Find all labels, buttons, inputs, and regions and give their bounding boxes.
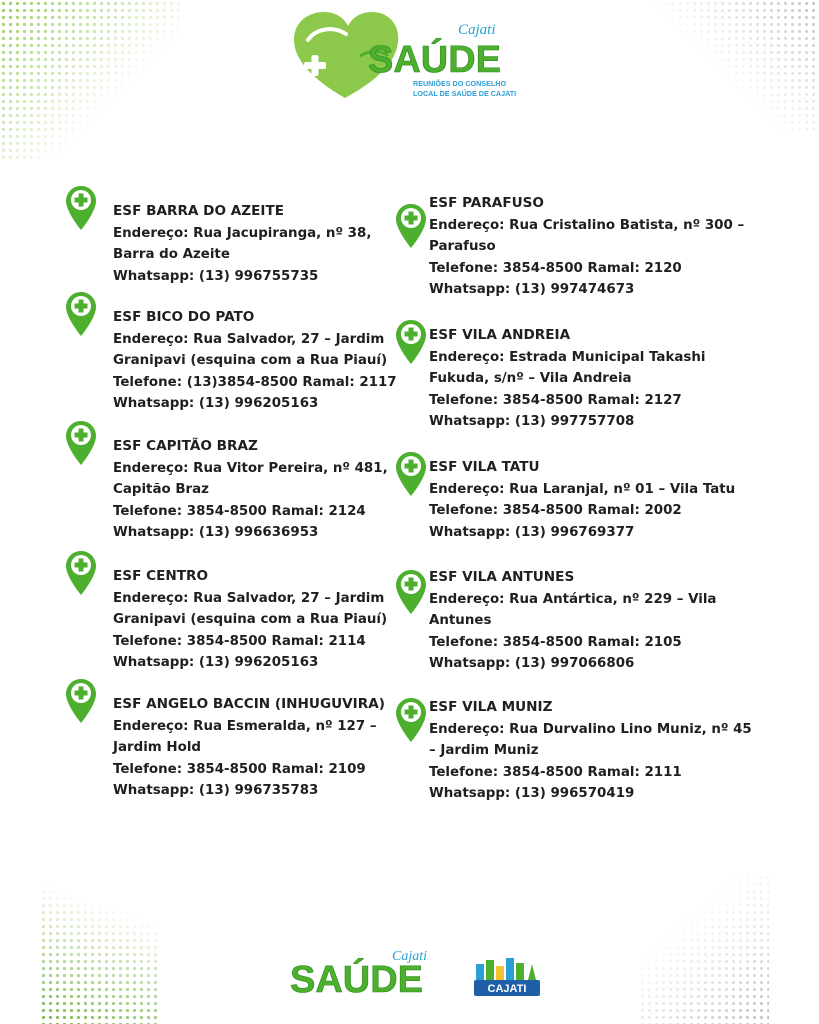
footer-logo-city: Cajati <box>392 949 428 964</box>
location-pin-icon <box>65 550 97 596</box>
address-line: Barra do Azeite <box>113 247 230 263</box>
esf-name: ESF PARAFUSO <box>429 195 544 211</box>
whatsapp-line: Whatsapp: (13) 997474673 <box>429 282 635 298</box>
esf-name: ESF VILA ANTUNES <box>429 569 575 585</box>
address-line: Fukuda, s/nº – Vila Andreia <box>429 371 632 387</box>
address-line: Jardim Hold <box>113 740 201 756</box>
location-pin-icon <box>395 451 427 497</box>
esf-name: ESF CENTRO <box>113 568 209 584</box>
saude-cajati-footer-logo <box>290 942 450 1000</box>
esf-entry-angelo-baccin <box>113 694 413 802</box>
address-line: Capitão Braz <box>113 482 209 498</box>
logo-tagline-2: LOCAL DE SAÚDE DE CAJATI <box>413 89 517 98</box>
dot-pattern-bottom-left <box>40 874 160 1024</box>
esf-entry-capitao-braz <box>113 436 413 544</box>
location-pin-icon <box>65 678 97 724</box>
esf-name: ESF BICO DO PATO <box>113 309 255 325</box>
address-line: Endereço: Rua Jacupiranga, nº 38, <box>113 225 372 241</box>
dot-pattern-bottom-right <box>639 874 769 1024</box>
address-line: Endereço: Estrada Municipal Takashi <box>429 349 706 365</box>
prefeitura-name: CAJATI <box>487 983 527 995</box>
address-line: – Jardim Muniz <box>429 743 539 759</box>
address-line: Endereço: Rua Esmeralda, nº 127 – <box>113 718 377 734</box>
phone-line: Telefone: 3854-8500 Ramal: 2127 <box>429 392 682 408</box>
address-line: Endereço: Rua Vitor Pereira, nº 481, <box>113 460 388 476</box>
esf-entry-bico-do-pato <box>113 307 413 415</box>
dot-pattern-top-right <box>649 0 819 130</box>
location-pin-icon <box>65 291 97 337</box>
whatsapp-line: Whatsapp: (13) 996205163 <box>113 396 319 412</box>
esf-entry-barra-do-azeite <box>113 201 413 287</box>
whatsapp-line: Whatsapp: (13) 997757708 <box>429 414 635 430</box>
dot-pattern-top-left <box>0 0 180 160</box>
location-pin-icon <box>395 569 427 615</box>
whatsapp-line: Whatsapp: (13) 997066806 <box>429 656 635 672</box>
address-line: Endereço: Rua Cristalino Batista, nº 300 – <box>429 217 745 233</box>
phone-line: Telefone: 3854-8500 Ramal: 2114 <box>113 633 366 649</box>
whatsapp-line: Whatsapp: (13) 996636953 <box>113 525 319 541</box>
esf-name: ESF ANGELO BACCIN (INHUGUVIRA) <box>113 696 385 712</box>
saude-cajati-logo <box>290 10 530 106</box>
location-pin-icon <box>65 185 97 231</box>
esf-entry-vila-antunes <box>429 567 759 675</box>
phone-line: Telefone: 3854-8500 Ramal: 2105 <box>429 634 682 650</box>
esf-entry-centro <box>113 566 413 674</box>
logo-city: Cajati <box>458 22 496 38</box>
whatsapp-line: Whatsapp: (13) 996769377 <box>429 524 635 540</box>
esf-entry-vila-tatu <box>429 457 759 543</box>
location-pin-icon <box>65 420 97 466</box>
esf-name: ESF VILA TATU <box>429 459 540 475</box>
esf-name: ESF BARRA DO AZEITE <box>113 203 285 219</box>
esf-name: ESF CAPITÃO BRAZ <box>113 438 258 454</box>
logo-word: SAÚDE <box>368 39 502 81</box>
esf-entry-vila-muniz <box>429 697 759 805</box>
address-line: Endereço: Rua Durvalino Lino Muniz, nº 45 <box>429 721 752 737</box>
address-line: Endereço: Rua Antártica, nº 229 – Vila <box>429 591 717 607</box>
phone-line: Telefone: 3854-8500 Ramal: 2109 <box>113 761 366 777</box>
address-line: Endereço: Rua Salvador, 27 – Jardim <box>113 331 385 347</box>
address-line: Endereço: Rua Laranjal, nº 01 – Vila Tatu <box>429 481 736 497</box>
address-line: Granipavi (esquina com a Rua Piauí) <box>113 353 388 369</box>
phone-line: Telefone: (13)3854-8500 Ramal: 2117 <box>113 374 397 390</box>
phone-line: Telefone: 3854-8500 Ramal: 2002 <box>429 503 682 519</box>
phone-line: Telefone: 3854-8500 Ramal: 2124 <box>113 503 366 519</box>
esf-name: ESF VILA MUNIZ <box>429 699 553 715</box>
esf-name: ESF VILA ANDREIA <box>429 327 571 343</box>
location-pin-icon <box>395 697 427 743</box>
whatsapp-line: Whatsapp: (13) 996570419 <box>429 786 635 802</box>
whatsapp-line: Whatsapp: (13) 996735783 <box>113 783 319 799</box>
prefeitura-cajati-logo <box>470 954 546 1000</box>
logo-tagline-1: REUNIÕES DO CONSELHO <box>413 79 507 88</box>
address-line: Parafuso <box>429 239 496 255</box>
address-line: Endereço: Rua Salvador, 27 – Jardim <box>113 590 385 606</box>
location-pin-icon <box>395 319 427 365</box>
location-pin-icon <box>395 203 427 249</box>
address-line: Granipavi (esquina com a Rua Piauí) <box>113 612 388 628</box>
phone-line: Telefone: 3854-8500 Ramal: 2120 <box>429 260 682 276</box>
footer-logo-word: SAÚDE <box>290 959 424 1000</box>
esf-entry-parafuso <box>429 193 759 301</box>
whatsapp-line: Whatsapp: (13) 996205163 <box>113 655 319 671</box>
esf-entry-vila-andreia <box>429 325 759 433</box>
address-line: Antunes <box>429 613 492 629</box>
whatsapp-line: Whatsapp: (13) 996755735 <box>113 268 319 284</box>
phone-line: Telefone: 3854-8500 Ramal: 2111 <box>429 764 682 780</box>
